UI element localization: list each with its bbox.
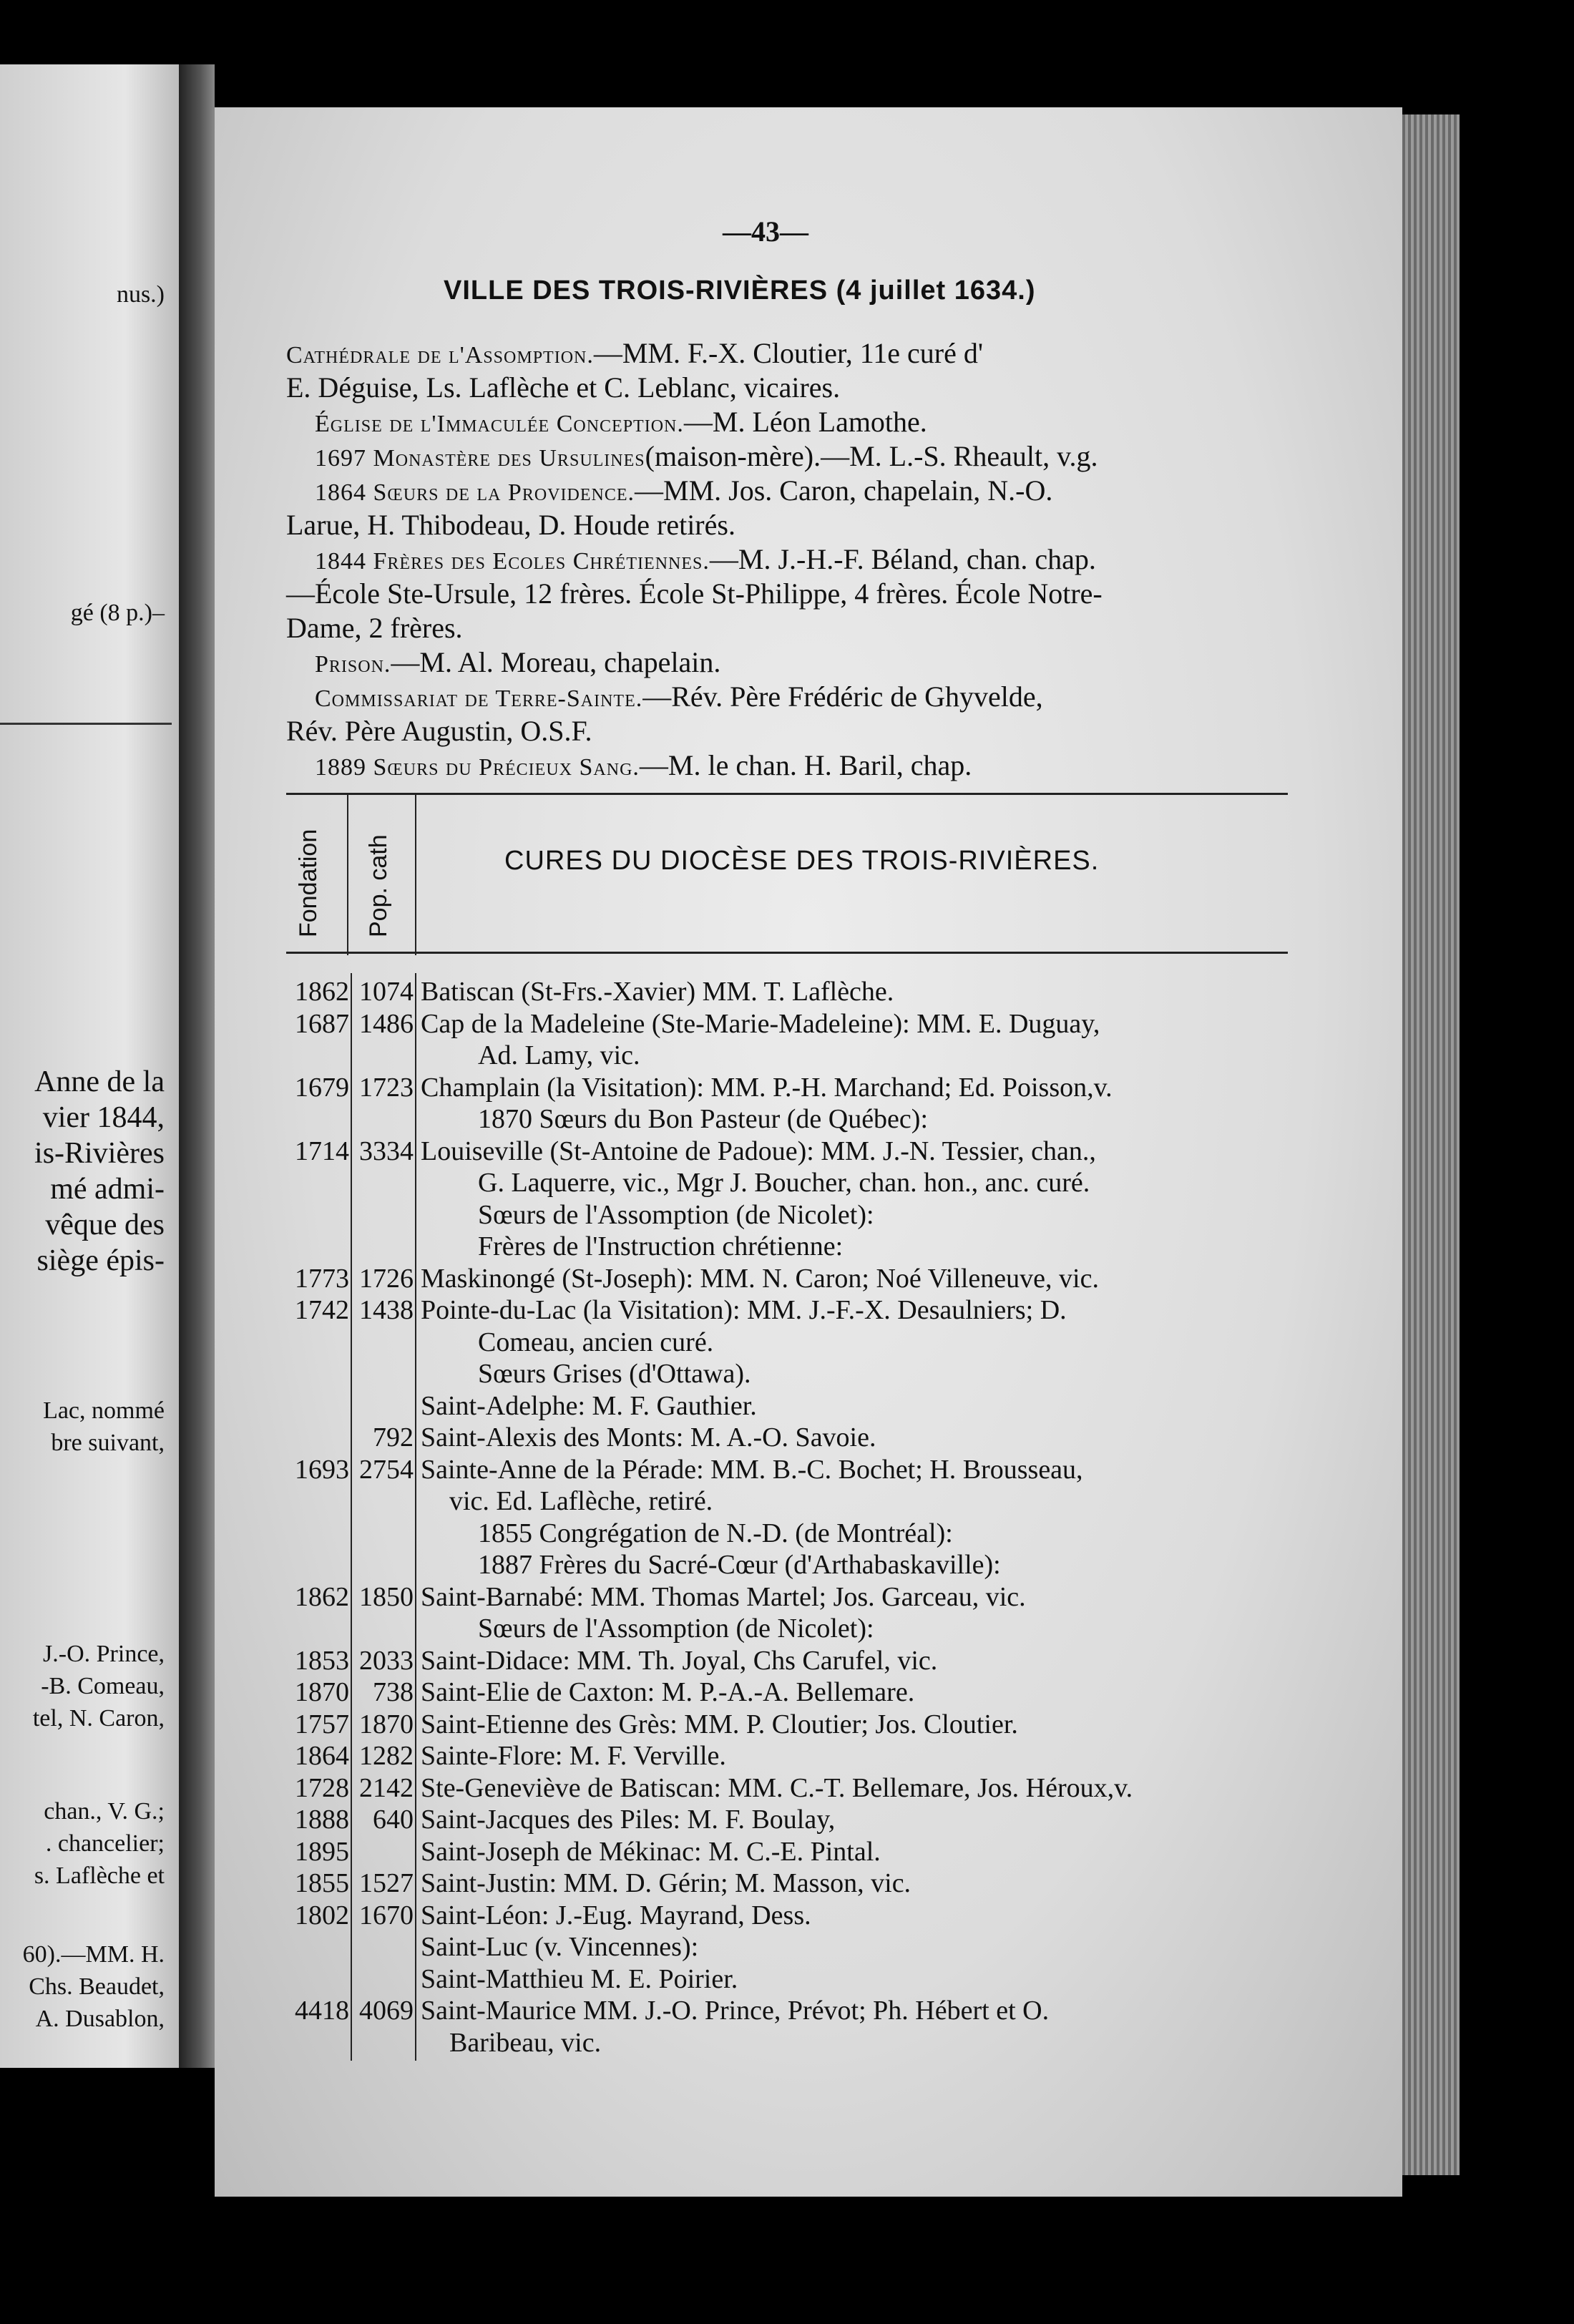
fondation-cell: 1802 xyxy=(295,1900,349,1930)
left-page-fragment xyxy=(0,64,179,2068)
fondation-cell: 1855 xyxy=(295,1868,349,1898)
parish-cell: Saint-Barnabé: MM. Thomas Martel; Jos. Garceau, vic. xyxy=(421,1581,1026,1612)
left-line: vêque des xyxy=(45,1209,165,1241)
pop-cell: 1850 xyxy=(359,1581,414,1612)
pop-cell: 738 xyxy=(373,1677,414,1707)
left-line: A. Dusablon, xyxy=(35,2006,165,2032)
parish-cell: Saint-Didace: MM. Th. Joyal, Chs Carufel, vic. xyxy=(421,1645,938,1676)
parish-cell: Saint-Elie de Caxton: M. P.-A.-A. Bellemare. xyxy=(421,1677,915,1707)
pop-cell: 3334 xyxy=(359,1136,414,1166)
parish-cell: 1855 Congrégation de N.-D. (de Montréal): xyxy=(478,1518,953,1548)
paragraph-line: 1844 Frères des Ecoles Chrétiennes.—M. J.-H.-F. Béland, chan. chap. xyxy=(315,543,1096,575)
parish-cell: Sœurs de l'Assomption (de Nicolet): xyxy=(478,1613,874,1644)
left-line: is-Rivières xyxy=(34,1138,165,1169)
parish-cell: 1887 Frères du Sacré-Cœur (d'Arthabaskaville): xyxy=(478,1550,1001,1580)
paragraph-line: Rév. Père Augustin, O.S.F. xyxy=(286,715,592,747)
parish-cell: Saint-Adelphe: M. F. Gauthier. xyxy=(421,1390,757,1421)
pop-cell: 2142 xyxy=(359,1772,414,1803)
table-top-rule xyxy=(286,793,1288,795)
parish-cell: Batiscan (St-Frs.-Xavier) MM. T. Laflèche. xyxy=(421,977,894,1007)
parish-cell: Saint-Etienne des Grès: MM. P. Cloutier; Jos. Cloutier. xyxy=(421,1709,1018,1739)
fondation-cell: 1714 xyxy=(295,1136,349,1166)
parish-cell: Frères de l'Instruction chrétienne: xyxy=(478,1231,844,1261)
paragraph-line: 1864 Sœurs de la Providence.—MM. Jos. Caron, chapelain, N.-O. xyxy=(315,474,1053,507)
left-line: bre suivant, xyxy=(51,1430,165,1456)
fondation-cell: 1862 xyxy=(295,1581,349,1612)
parish-cell: Champlain (la Visitation): MM. P.-H. Marchand; Ed. Poisson,v. xyxy=(421,1072,1113,1103)
parish-cell: Saint-Justin: MM. D. Gérin; M. Masson, vic. xyxy=(421,1868,911,1898)
parish-cell: Saint-Alexis des Monts: M. A.-O. Savoie. xyxy=(421,1422,876,1452)
fondation-cell: 1870 xyxy=(295,1677,349,1707)
left-line: vier 1844, xyxy=(42,1102,165,1133)
paragraph-line: 1889 Sœurs du Précieux Sang.—M. le chan. H. Baril, chap. xyxy=(315,749,972,781)
pop-cell: 1723 xyxy=(359,1072,414,1103)
paragraph-line: Commissariat de Terre-Sainte.—Rév. Père Frédéric de Ghyvelde, xyxy=(315,680,1043,713)
parish-cell: Saint-Luc (v. Vincennes): xyxy=(421,1932,699,1962)
parish-cell: Comeau, ancien curé. xyxy=(478,1327,714,1357)
left-line: . chancelier; xyxy=(45,1830,165,1857)
pop-cell: 1726 xyxy=(359,1263,414,1294)
fondation-cell: 1757 xyxy=(295,1709,349,1739)
left-line: -B. Comeau, xyxy=(41,1673,165,1699)
table-header-divider xyxy=(347,794,348,955)
page-heading: VILLE DES TROIS-RIVIÈRES (4 juillet 1634.) xyxy=(444,275,1036,306)
fondation-cell: 1853 xyxy=(295,1645,349,1676)
parish-cell: Baribeau, vic. xyxy=(449,2027,602,2058)
left-line: mé admi- xyxy=(50,1173,165,1205)
fondation-cell: 1687 xyxy=(295,1008,349,1039)
parish-cell: Saint-Jacques des Piles: M. F. Boulay, xyxy=(421,1805,836,1835)
fondation-cell: 1888 xyxy=(295,1805,349,1835)
fondation-cell: 1862 xyxy=(295,977,349,1007)
left-line: Lac, nommé xyxy=(43,1397,165,1424)
table-header-divider xyxy=(415,794,416,955)
parish-cell: Pointe-du-Lac (la Visitation): MM. J.-F.-X. Desaulniers; D. xyxy=(421,1295,1067,1325)
pop-cell: 1438 xyxy=(359,1295,414,1325)
left-line: J.-O. Prince, xyxy=(43,1641,165,1667)
pop-cell: 4069 xyxy=(359,1996,414,2026)
parish-cell: Saint-Joseph de Mékinac: M. C.-E. Pintal. xyxy=(421,1836,881,1867)
left-line: tel, N. Caron, xyxy=(32,1705,165,1732)
paragraph-line: Cathédrale de l'Assomption.—MM. F.-X. Cloutier, 11e curé d' xyxy=(286,337,984,369)
fondation-cell: 1895 xyxy=(295,1836,349,1867)
paragraph-line: Dame, 2 frères. xyxy=(286,612,463,644)
pop-cell: 1527 xyxy=(359,1868,414,1898)
parish-cell: Ad. Lamy, vic. xyxy=(478,1040,640,1070)
left-rule xyxy=(0,723,172,725)
fondation-cell: 1693 xyxy=(295,1454,349,1485)
parish-cell: Saint-Matthieu M. E. Poirier. xyxy=(421,1963,738,1994)
fondation-cell: 1728 xyxy=(295,1772,349,1803)
paragraph-line: E. Déguise, Ls. Laflèche et C. Leblanc, vicaires. xyxy=(286,371,841,404)
pop-cell: 1282 xyxy=(359,1741,414,1771)
book-gutter xyxy=(179,64,215,2068)
left-line: nus.) xyxy=(116,281,165,308)
pop-cell: 1670 xyxy=(359,1900,414,1930)
parish-cell: vic. Ed. Laflèche, retiré. xyxy=(449,1486,713,1516)
parish-cell: G. Laquerre, vic., Mgr J. Boucher, chan. hon., anc. curé. xyxy=(478,1168,1090,1198)
parish-cell: Saint-Léon: J.-Eug. Mayrand, Dess. xyxy=(421,1900,811,1930)
pop-cell: 1486 xyxy=(359,1008,414,1039)
fondation-cell: 1742 xyxy=(295,1295,349,1325)
pop-cell: 640 xyxy=(373,1805,414,1835)
pop-cell: 1074 xyxy=(359,977,414,1007)
left-line: chan., V. G.; xyxy=(44,1798,165,1825)
parish-cell: Cap de la Madeleine (Ste-Marie-Madeleine): MM. E. Duguay, xyxy=(421,1008,1100,1039)
paragraph-line: Larue, H. Thibodeau, D. Houde retirés. xyxy=(286,509,735,541)
pop-cell: 792 xyxy=(373,1422,414,1452)
parish-cell: Maskinongé (St-Joseph): MM. N. Caron; Noé Villeneuve, vic. xyxy=(421,1263,1099,1294)
table-col-divider xyxy=(415,973,416,2061)
pop-cell: 2033 xyxy=(359,1645,414,1676)
paragraph-line: 1697 Monastère des Ursulines(maison-mère).—M. L.-S. Rheault, v.g. xyxy=(315,440,1098,472)
paragraph-line: Église de l'Immaculée Conception.—M. Léon Lamothe. xyxy=(315,406,927,438)
fondation-cell: 1679 xyxy=(295,1072,349,1103)
col-header-fondation: Fondation xyxy=(295,829,322,937)
fondation-cell: 1864 xyxy=(295,1741,349,1771)
parish-cell: Sainte-Anne de la Pérade: MM. B.-C. Bochet; H. Brousseau, xyxy=(421,1454,1083,1485)
parish-cell: Sœurs Grises (d'Ottawa). xyxy=(478,1359,751,1389)
parish-cell: Sœurs de l'Assomption (de Nicolet): xyxy=(478,1199,874,1230)
parish-cell: Louiseville (St-Antoine de Padoue): MM. J.-N. Tessier, chan., xyxy=(421,1136,1096,1166)
paragraph-line: —École Ste-Ursule, 12 frères. École St-Philippe, 4 frères. École Notre- xyxy=(286,577,1103,610)
fondation-cell: 4418 xyxy=(295,1996,349,2026)
left-line: 60).—MM. H. xyxy=(22,1941,165,1968)
left-line: Chs. Beaudet, xyxy=(29,1973,165,2000)
parish-cell: Saint-Maurice MM. J.-O. Prince, Prévot; Ph. Hébert et O. xyxy=(421,1996,1050,2026)
table-header-rule xyxy=(286,952,1288,954)
left-line: s. Laflèche et xyxy=(34,1862,165,1889)
col-header-pop-cath: Pop. cath xyxy=(365,834,392,937)
left-line: siège épis- xyxy=(36,1245,165,1276)
left-line: gé (8 p.)– xyxy=(70,600,165,626)
left-line: Anne de la xyxy=(34,1066,165,1098)
table-title: CURES DU DIOCÈSE DES TROIS-RIVIÈRES. xyxy=(504,846,1100,876)
parish-cell: 1870 Sœurs du Bon Pasteur (de Québec): xyxy=(478,1104,929,1134)
parish-cell: Sainte-Flore: M. F. Verville. xyxy=(421,1741,726,1771)
fondation-cell: 1773 xyxy=(295,1263,349,1294)
pop-cell: 1870 xyxy=(359,1709,414,1739)
parish-cell: Ste-Geneviève de Batiscan: MM. C.-T. Bellemare, Jos. Héroux,v. xyxy=(421,1772,1133,1803)
paragraph-line: Prison.—M. Al. Moreau, chapelain. xyxy=(315,646,721,678)
page-edge xyxy=(1402,114,1460,2175)
pop-cell: 2754 xyxy=(359,1454,414,1485)
page-number: —43— xyxy=(723,215,808,248)
